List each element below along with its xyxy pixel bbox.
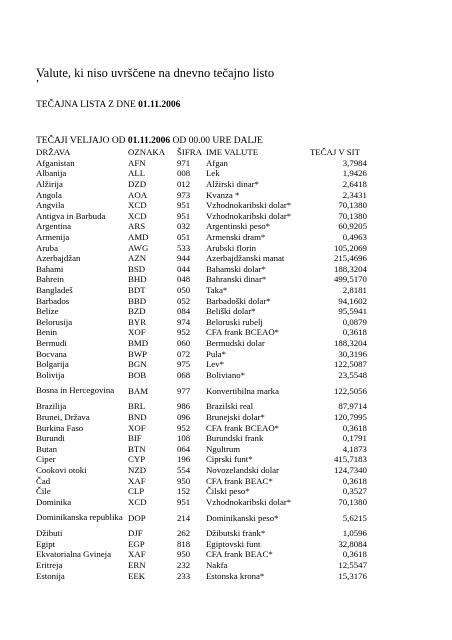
cell-rate: 2,3431 [342, 189, 367, 200]
cell-country: Armenija [36, 232, 70, 243]
cell-country: Ekvatorialna Gvineja [36, 549, 111, 560]
cell-number: 986 [177, 401, 191, 412]
validity-date: 01.11.2006 [127, 136, 171, 146]
cell-code: BND [128, 411, 147, 422]
table-row [36, 560, 367, 571]
table-row [36, 295, 367, 306]
cell-rate: 70,1380 [338, 210, 367, 221]
cell-currency: Ciprski funt* [205, 454, 253, 465]
cell-currency: Alžirski dinar* [205, 179, 259, 190]
cell-currency: Azerbajdžanski manat [205, 253, 285, 264]
cell-code: DOP [128, 512, 146, 523]
table-row [36, 443, 367, 454]
cell-code: ERN [128, 560, 146, 571]
page-title: Valute, ki niso uvrščene na dnevno tečajno listo [36, 66, 275, 80]
table-row [36, 179, 367, 190]
cell-country: Afganistan [36, 157, 75, 168]
table-row [36, 475, 367, 486]
table-row [36, 306, 367, 317]
cell-code: BOB [128, 369, 147, 380]
cell-country: Brunei, Država [36, 411, 90, 422]
cell-rate: 0,1791 [342, 433, 367, 444]
cell-rate: 215,4696 [333, 253, 367, 264]
cell-code: ALL [128, 168, 146, 179]
table-row [36, 380, 367, 401]
cell-currency: Vzhodnokaribski dolar* [205, 210, 292, 221]
header-number: ŠIFRA [177, 147, 202, 158]
cell-country: Brazilija [36, 401, 67, 412]
cell-number: 048 [177, 274, 191, 285]
table-row [36, 359, 367, 370]
cell-code: XOF [128, 327, 146, 338]
cell-number: 108 [177, 433, 191, 444]
cell-code: BTN [128, 443, 146, 454]
cell-currency: Beliški dolar* [205, 306, 256, 317]
cell-country: Cookovi otoki [36, 464, 87, 475]
cell-rate: 12,5547 [338, 560, 367, 571]
table-body [36, 158, 367, 581]
cell-code: BZD [128, 306, 146, 317]
cell-number: 554 [177, 464, 191, 475]
cell-rate: 70,1380 [338, 200, 367, 211]
cell-currency: Estonska krona* [205, 570, 265, 581]
table-row [36, 338, 367, 349]
table-row [36, 317, 367, 328]
cell-number: 096 [177, 411, 191, 422]
cell-rate: 0,3618 [342, 549, 367, 560]
cell-rate: 0,3618 [342, 422, 367, 433]
cell-country: Bocvana [36, 348, 67, 359]
cell-rate: 120,7995 [333, 411, 367, 422]
table-row [36, 496, 367, 507]
cell-country: Belorusija [36, 316, 73, 327]
cell-country: Bolgarija [36, 359, 69, 370]
cell-currency: Lek [205, 168, 220, 179]
cell-currency: Dominikanski peso* [205, 512, 279, 523]
table-row [36, 232, 367, 243]
cell-currency: Beloruski rubelj [205, 316, 263, 327]
cell-rate: 0,4963 [342, 232, 367, 243]
table-row [36, 285, 367, 296]
cell-code: BIF [128, 433, 142, 444]
cell-currency: Ngultrum [205, 443, 241, 454]
cell-country: Alžirija [36, 179, 63, 190]
cell-number: 951 [177, 210, 191, 221]
cell-currency: Bermudski dolar [205, 337, 265, 348]
cell-rate: 1,0596 [342, 528, 367, 539]
cell-number: 012 [177, 179, 191, 190]
cell-currency: Vzhodnokaribski dolar* [205, 200, 292, 211]
cell-currency: Brazilski real [205, 401, 254, 412]
cell-currency: Čilski peso* [205, 486, 250, 497]
cell-country: Burundi [36, 433, 65, 444]
table-row [36, 211, 367, 222]
cell-code: EGP [128, 538, 145, 549]
cell-currency: Egiptovski funt [205, 538, 261, 549]
table-row [36, 189, 367, 200]
table-row [36, 200, 367, 211]
table-row [36, 327, 367, 338]
cell-number: 214 [177, 512, 191, 523]
cell-code: BRL [128, 401, 146, 412]
cell-code: DZD [128, 179, 147, 190]
cell-code: BAM [128, 385, 149, 396]
cell-rate: 87,9714 [338, 401, 367, 412]
cell-currency: Džibutski frank* [205, 528, 266, 539]
cell-currency: Vzhodnokaribski dolar* [205, 496, 292, 507]
cell-number: 233 [177, 570, 191, 581]
cell-country: Azerbajdžan [36, 253, 81, 264]
cell-country: Burkina Faso [36, 422, 84, 433]
cell-code: AWG [128, 242, 149, 253]
cell-number: 951 [177, 200, 191, 211]
cell-currency: Burundski frank [205, 433, 264, 444]
table-row [36, 549, 367, 560]
cell-country: Angola [36, 189, 62, 200]
table-row [36, 158, 367, 169]
cell-number: 196 [177, 454, 191, 465]
cell-code: BGN [128, 359, 147, 370]
cell-code: BYR [128, 316, 147, 327]
cell-rate: 4,1873 [342, 443, 367, 454]
cell-rate: 415,7183 [333, 454, 367, 465]
cell-number: 977 [177, 385, 191, 396]
cell-currency: Boliviano* [205, 369, 246, 380]
cell-currency: Armenski dram* [205, 232, 266, 243]
cell-number: 050 [177, 285, 191, 296]
cell-country: Bermudi [36, 337, 67, 348]
cell-number: 232 [177, 560, 191, 571]
cell-code: AFN [128, 157, 146, 168]
cell-country: Belize [36, 306, 59, 317]
cell-currency: CFA frank BCEAO* [205, 422, 280, 433]
cell-rate: 0,3618 [342, 327, 367, 338]
stray-mark: ' [36, 78, 40, 90]
cell-country: Angvila [36, 200, 65, 211]
table-row [36, 242, 367, 253]
cell-number: 051 [177, 232, 191, 243]
cell-number: 052 [177, 295, 191, 306]
table-row [36, 348, 367, 359]
cell-country: Bosna in Hercegovina [36, 384, 115, 395]
cell-currency: Arubski florin [205, 242, 257, 253]
cell-number: 950 [177, 549, 191, 560]
cell-country: Albanija [36, 168, 67, 179]
cell-code: ARS [128, 221, 146, 232]
cell-country: Bolivija [36, 369, 65, 380]
cell-rate: 1,9426 [342, 168, 367, 179]
cell-country: Džibuti [36, 528, 63, 539]
cell-code: BMD [128, 337, 149, 348]
cell-number: 952 [177, 422, 191, 433]
validity-suffix: OD 00.00 URE DALJE [170, 136, 263, 146]
list-date-line [36, 100, 180, 110]
cell-code: XAF [128, 475, 146, 486]
cell-rate: 60,9205 [338, 221, 367, 232]
cell-number: 152 [177, 486, 191, 497]
cell-rate: 0,3527 [342, 486, 367, 497]
cell-code: DJF [128, 528, 143, 539]
cell-country: Barbados [36, 295, 70, 306]
cell-currency: Brunejski dolar* [205, 411, 265, 422]
cell-country: Aruba [36, 242, 58, 253]
header-rate: TEČAJ V SIT [309, 147, 360, 158]
cell-currency: Barbadoški dolar* [205, 295, 271, 306]
cell-country: Argentina [36, 221, 72, 232]
table-row [36, 401, 367, 412]
cell-number: 072 [177, 348, 191, 359]
table-row [36, 528, 367, 539]
table-row [36, 274, 367, 285]
cell-number: 060 [177, 337, 191, 348]
list-date: 01.11.2006 [138, 100, 181, 110]
cell-number: 064 [177, 443, 191, 454]
cell-currency: CFA frank BEAC* [205, 549, 273, 560]
cell-country: Benin [36, 327, 58, 338]
cell-country: Bahami [36, 263, 64, 274]
cell-country: Butan [36, 443, 58, 454]
cell-rate: 124,7340 [333, 464, 367, 475]
cell-rate: 32,8084 [338, 538, 367, 549]
table-row [36, 253, 367, 264]
table-row [36, 168, 367, 179]
cell-code: AMD [128, 232, 149, 243]
cell-country: Čile [36, 486, 51, 497]
cell-rate: 70,1380 [338, 496, 367, 507]
cell-rate: 0,3618 [342, 475, 367, 486]
header-country: DRŽAVA [36, 147, 71, 158]
cell-number: 971 [177, 157, 191, 168]
cell-code: XCD [128, 200, 147, 211]
cell-rate: 188,3204 [333, 337, 367, 348]
cell-rate: 499,5170 [333, 274, 367, 285]
list-date-prefix: TEČAJNA LISTA Z DNE [36, 100, 139, 110]
cell-code: XOF [128, 422, 146, 433]
cell-code: EEK [128, 570, 146, 581]
cell-number: 950 [177, 475, 191, 486]
cell-number: 951 [177, 496, 191, 507]
table-row [36, 539, 367, 550]
table-row [36, 264, 367, 275]
cell-currency: Afgan [205, 157, 228, 168]
cell-rate: 2,8181 [342, 285, 367, 296]
cell-number: 533 [177, 242, 191, 253]
cell-rate: 122,5056 [333, 385, 367, 396]
cell-rate: 105,2069 [333, 242, 367, 253]
cell-currency: CFA frank BEAC* [205, 475, 273, 486]
cell-code: BWP [128, 348, 148, 359]
cell-currency: CFA frank BCEAO* [205, 327, 280, 338]
cell-country: Egipt [36, 538, 56, 549]
cell-rate: 94,1602 [338, 295, 367, 306]
table-row [36, 369, 367, 380]
cell-number: 973 [177, 189, 191, 200]
cell-rate: 0,0879 [342, 316, 367, 327]
table-row [36, 221, 367, 232]
cell-code: CLP [128, 486, 145, 497]
cell-number: 084 [177, 306, 191, 317]
cell-country: Dominikanska republika [36, 511, 123, 522]
cell-currency: Novozelandski dolar [205, 464, 279, 475]
cell-number: 818 [177, 538, 191, 549]
table-row [36, 465, 367, 476]
exchange-rate-table [36, 147, 367, 581]
cell-code: AZN [128, 253, 147, 264]
cell-currency: Kvanza * [205, 189, 240, 200]
cell-rate: 95,5941 [338, 306, 367, 317]
cell-country: Antigva in Barbuda [36, 210, 106, 221]
cell-code: XCD [128, 496, 147, 507]
cell-currency: Bahamski dolar* [205, 263, 266, 274]
cell-currency: Bahranski dinar* [205, 274, 267, 285]
cell-code: BSD [128, 263, 146, 274]
cell-code: BBD [128, 295, 147, 306]
cell-rate: 2,6418 [342, 179, 367, 190]
cell-number: 008 [177, 168, 191, 179]
cell-number: 952 [177, 327, 191, 338]
table-row [36, 433, 367, 444]
cell-currency: Nakfa [205, 560, 228, 571]
table-row [36, 422, 367, 433]
cell-number: 068 [177, 369, 191, 380]
cell-currency: Pula* [205, 348, 226, 359]
table-row [36, 507, 367, 528]
cell-code: XAF [128, 549, 146, 560]
cell-number: 975 [177, 359, 191, 370]
cell-number: 044 [177, 263, 191, 274]
table-row [36, 412, 367, 423]
cell-currency: Taka* [205, 285, 228, 296]
cell-rate: 122,5087 [333, 359, 367, 370]
header-currency: IME VALUTE [205, 147, 259, 158]
cell-rate: 30,3196 [338, 348, 367, 359]
cell-number: 944 [177, 253, 191, 264]
cell-number: 974 [177, 316, 191, 327]
table-header-row [36, 147, 367, 158]
cell-country: Eritreja [36, 560, 63, 571]
cell-country: Čad [36, 475, 51, 486]
cell-currency: Konvertibilna marka [205, 385, 279, 396]
cell-rate: 188,3204 [333, 263, 367, 274]
cell-country: Bahrein [36, 274, 64, 285]
cell-country: Estonija [36, 570, 65, 581]
cell-rate: 3,7984 [342, 157, 367, 168]
header-code: OZNAKA [128, 147, 166, 158]
validity-line [36, 136, 263, 146]
cell-code: NZD [128, 464, 147, 475]
cell-code: AOA [128, 189, 148, 200]
cell-code: CYP [128, 454, 146, 465]
cell-code: BHD [128, 274, 147, 285]
cell-rate: 15,3176 [338, 570, 367, 581]
cell-country: Ciper [36, 454, 56, 465]
cell-country: Dominika [36, 496, 72, 507]
cell-currency: Lev* [205, 359, 225, 370]
cell-country: Bangladeš [36, 285, 73, 296]
validity-prefix: TEČAJI VELJAJO OD [36, 136, 128, 146]
table-row [36, 570, 367, 581]
cell-currency: Argentinski peso* [205, 221, 271, 232]
cell-rate: 23,5548 [338, 369, 367, 380]
cell-number: 262 [177, 528, 191, 539]
cell-number: 032 [177, 221, 191, 232]
cell-code: XCD [128, 210, 147, 221]
table-row [36, 454, 367, 465]
cell-rate: 5,6215 [342, 512, 367, 523]
table-row [36, 486, 367, 497]
cell-code: BDT [128, 285, 146, 296]
